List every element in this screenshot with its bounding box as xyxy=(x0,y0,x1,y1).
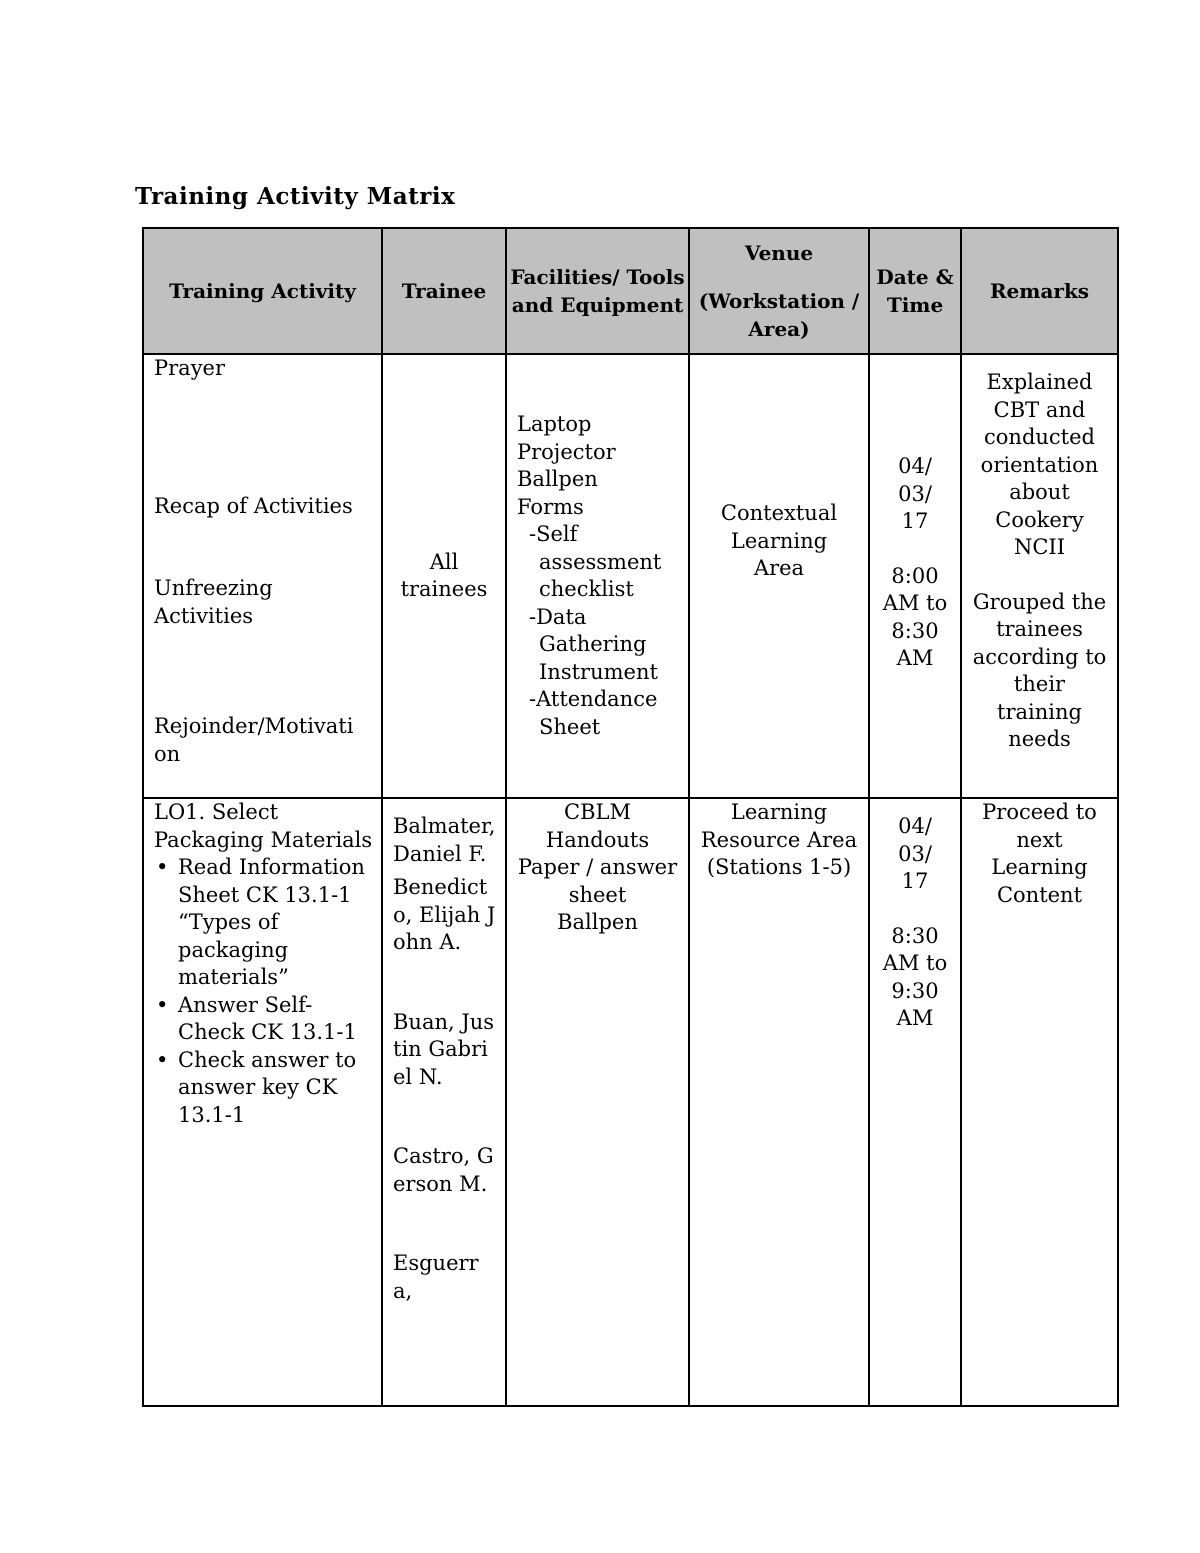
time-text: 8:30 AM to 9:30 AM xyxy=(882,923,948,1030)
facility-item: Paper / answer sheet xyxy=(517,855,678,907)
activity-bullet: • Check answer to answer key CK 13.1-1 xyxy=(178,1047,373,1130)
activity-item: Unfreezing Activities xyxy=(154,576,273,628)
trainee-name: Buan, Justin Gabriel N. xyxy=(393,1009,495,1089)
activity-cell xyxy=(143,354,382,798)
activity-title: LO1. Select Packaging Materials xyxy=(154,800,373,852)
header-training-activity: Training Activity xyxy=(143,228,382,354)
page-title: Training Activity Matrix xyxy=(135,183,456,210)
trainee-name: Balmater, Daniel F. xyxy=(393,814,496,866)
date-text: 04/ 03/ 17 xyxy=(898,814,932,893)
table-row xyxy=(143,798,1118,1406)
date-time-cell xyxy=(869,354,961,798)
header-date-time: Date & Time xyxy=(869,228,961,354)
date-text: 04/ 03/ 17 xyxy=(898,454,932,533)
header-facilities: Facilities/ Tools and Equipment xyxy=(506,228,689,354)
activity-item: Prayer xyxy=(154,356,226,380)
venue-text: Contextual Learning Area xyxy=(720,501,838,580)
header-venue xyxy=(689,228,869,354)
remarks-cell xyxy=(961,354,1118,798)
facilities-cell xyxy=(506,354,689,798)
forms-item: -Data Gathering Instrument xyxy=(529,604,658,684)
training-activity-table xyxy=(142,227,1119,1407)
facility-item: Handouts xyxy=(545,827,650,852)
activity-item: Recap of Activities xyxy=(154,493,353,518)
facility-item: Projector xyxy=(517,439,616,464)
remarks-text: Proceed to next Learning Content xyxy=(982,800,1097,907)
venue-text: Learning Resource Area (Stations 1-5) xyxy=(700,800,858,879)
forms-item: -Attendance Sheet xyxy=(529,687,658,739)
activity-bullet: • Read Information Sheet CK 13.1-1 “Types of packaging materials” xyxy=(178,854,373,992)
trainee-text: All trainees xyxy=(400,549,488,601)
remarks-cell xyxy=(961,798,1118,1406)
venue-cell xyxy=(689,354,869,798)
activity-bullet: • Answer Self-Check CK 13.1-1 xyxy=(178,992,373,1047)
facility-item: CBLM xyxy=(564,800,631,824)
venue-cell xyxy=(689,798,869,1406)
table-row xyxy=(143,354,1118,798)
time-text: 8:00 AM to 8:30 AM xyxy=(882,563,948,670)
forms-list xyxy=(517,521,680,741)
header-remarks: Remarks xyxy=(961,228,1118,354)
forms-item: -Self assessment checklist xyxy=(529,522,662,601)
activity-item: Rejoinder/Motivati on xyxy=(154,714,354,766)
date-time-cell xyxy=(869,798,961,1406)
activity-cell xyxy=(143,798,382,1406)
table-header-row xyxy=(143,228,1118,354)
facility-item: Ballpen xyxy=(557,910,638,934)
remarks-text: Explained CBT and conducted orientation about Cookery NCII xyxy=(980,370,1099,559)
activity-bullets xyxy=(154,854,373,1129)
facility-item: Forms xyxy=(517,494,584,519)
header-venue-subtitle: (Workstation / Area) xyxy=(698,289,860,341)
trainee-name: Esguerra, xyxy=(393,1251,479,1303)
trainee-cell xyxy=(382,354,506,798)
header-trainee: Trainee xyxy=(382,228,506,354)
remarks-text: Grouped the trainees according to their training needs xyxy=(972,589,1107,751)
trainee-name: Benedicto, Elijah John A. xyxy=(393,875,496,954)
facility-item: Laptop xyxy=(517,412,592,436)
facility-item: Ballpen xyxy=(517,467,598,491)
trainee-cell xyxy=(382,798,506,1406)
facilities-cell xyxy=(506,798,689,1406)
trainee-name: Castro, Gerson M. xyxy=(393,1144,494,1196)
header-venue-title: Venue xyxy=(744,241,814,265)
